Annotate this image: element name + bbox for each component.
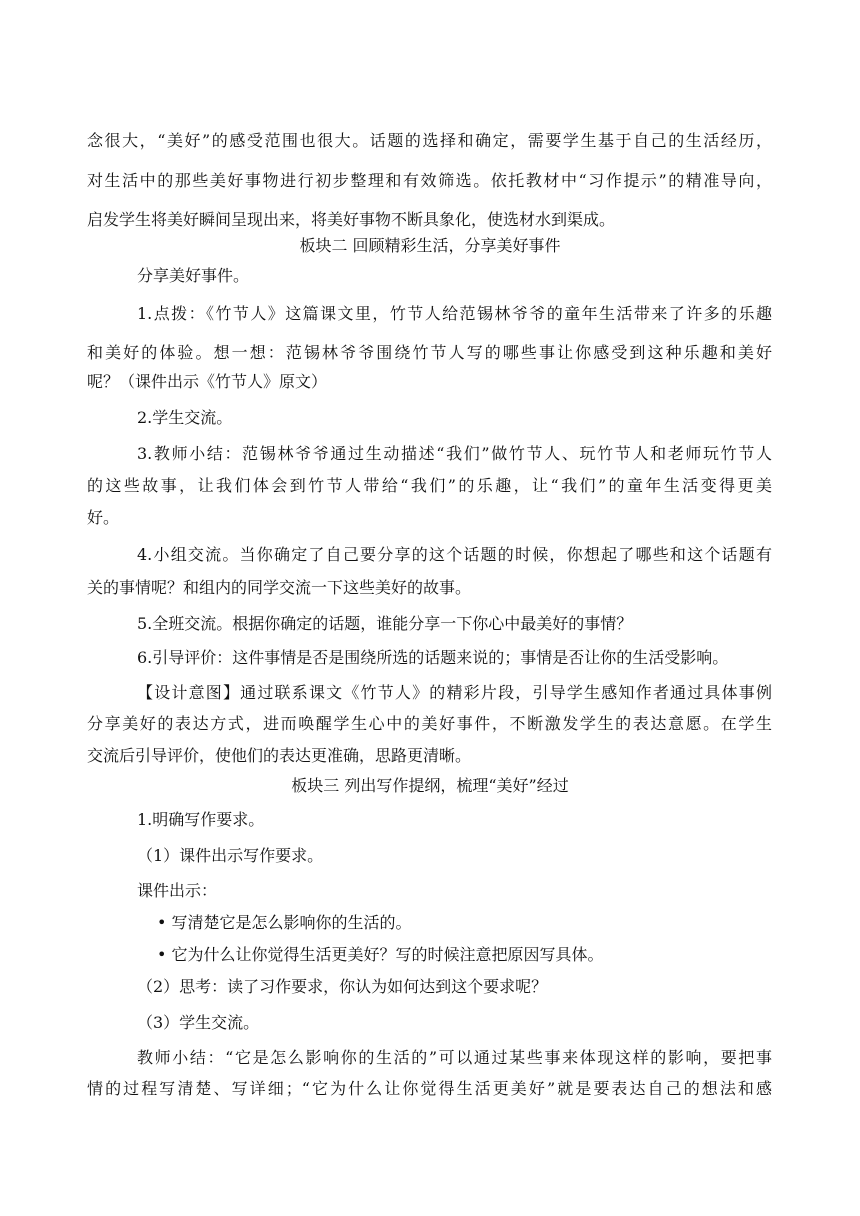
paragraph-line: 课件出示： <box>137 881 218 900</box>
paragraph-line: 交流后引导评价，使他们的表达更准确，思路更清晰。 <box>87 746 472 765</box>
design-intent-line: 【设计意图】通过联系课文《竹节人》的精彩片段，引导学生感知作者通过具体事例 <box>137 683 772 702</box>
paragraph-line: 情的过程写清楚、写详细；“它为什么让你觉得生活更美好”就是要表达自己的想法和感 <box>87 1079 772 1098</box>
paragraph-line: 5.全班交流。根据你确定的话题，谁能分享一下你心中最美好的事情？ <box>137 614 633 633</box>
paragraph-line: 1.明确写作要求。 <box>137 810 265 829</box>
paragraph-line: 分享美好的表达方式，进而唤醒学生心中的美好事件，不断激发学生的表达意愿。在学生 <box>87 714 772 733</box>
section-heading-2: 板块二 回顾精彩生活，分享美好事件 <box>299 236 561 255</box>
paragraph-line: 6.引导评价：这件事情是否是围绕所选的话题来说的；事情是否让你的生活受影响。 <box>137 648 729 667</box>
paragraph-line: 念很大，“美好”的感受范围也很大。话题的选择和确定，需要学生基于自己的生活经历， <box>87 131 772 150</box>
paragraph-line: （2）思考：读了习作要求，你认为如何达到这个要求呢？ <box>137 977 548 996</box>
paragraph-line: 好。 <box>87 508 120 527</box>
paragraph-line: （3）学生交流。 <box>137 1013 260 1032</box>
paragraph-line: 启发学生将美好瞬间呈现出来，将美好事物不断具象化，使选材水到渠成。 <box>87 210 616 229</box>
section-heading-3: 板块三 列出写作提纲，梳理“美好”经过 <box>291 776 569 795</box>
paragraph-line: 呢？（课件出示《竹节人》原文） <box>87 372 328 391</box>
paragraph-line: 分享美好事件。 <box>137 266 250 285</box>
paragraph-line: 1.点拨：《竹节人》这篇课文里，竹节人给范锡林爷爷的童年生活带来了许多的乐趣 <box>137 304 772 323</box>
paragraph-line: 的这些故事，让我们体会到竹节人带给“我们”的乐趣，让“我们”的童年生活变得更美 <box>87 476 772 495</box>
paragraph-line: 对生活中的那些美好事物进行初步整理和有效筛选。依托教材中“习作提示”的精准导向， <box>87 171 772 190</box>
paragraph-line: 4.小组交流。当你确定了自己要分享的这个话题的时候，你想起了哪些和这个话题有 <box>137 545 772 564</box>
paragraph-line: （1）课件出示写作要求。 <box>137 846 324 865</box>
bullet-item: • 它为什么让你觉得生活更美好？写的时候注意把原因写具体。 <box>157 945 604 964</box>
paragraph-line: 2.学生交流。 <box>137 408 233 427</box>
paragraph-line: 和美好的体验。想一想：范锡林爷爷围绕竹节人写的哪些事让你感受到这种乐趣和美好 <box>87 343 772 362</box>
paragraph-line: 教师小结：“它是怎么影响你的生活的”可以通过某些事来体现这样的影响，要把事 <box>137 1048 772 1067</box>
bullet-item: • 写清楚它是怎么影响你的生活的。 <box>157 913 412 932</box>
paragraph-line: 3.教师小结：范锡林爷爷通过生动描述“我们”做竹节人、玩竹节人和老师玩竹节人 <box>137 444 772 463</box>
paragraph-line: 关的事情呢？和组内的同学交流一下这些美好的故事。 <box>87 578 472 597</box>
